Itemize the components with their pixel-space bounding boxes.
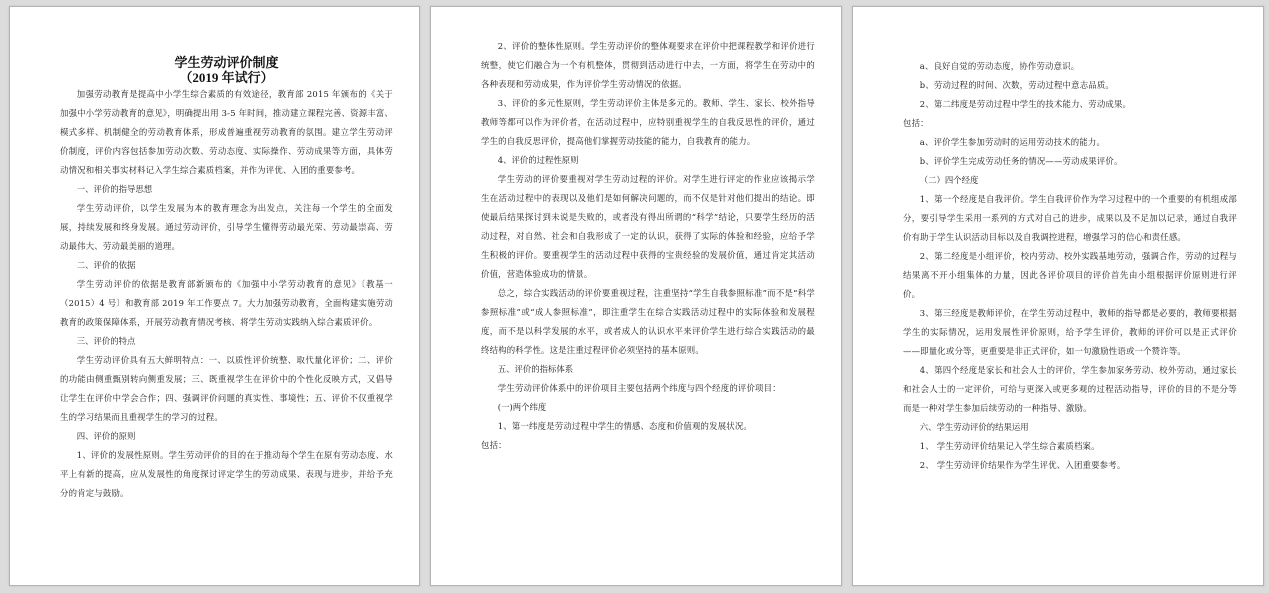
section-heading: 四、评价的原则 — [76, 431, 136, 441]
paragraph: 3、评价的多元性原则，学生劳动评价主体是多元的。教师、学生、家长、校外指导教师等都可以作为评价者，在活动过程中，应特别重视学生的自我反思性的评价，通过学生的自我反思评价，提高他们掌握劳动技能的能力，自我教育的能力。 — [481, 98, 815, 146]
section-heading: 二、评价的依据 — [76, 260, 136, 270]
paragraph: 总之，综合实践活动的评价要重视过程，注重坚持“学生自我参照标准”而不是“科学参照标准”或“成人参照标准”，即注重学生在综合实践活动过程中的实际体验和发展程度，而不是以科学发展的水平，或者成人的认识水平来评价学生进行综合实践活动的最终结构的科学性。这是注重过程评价必须坚持的基本原则。 — [481, 288, 815, 355]
paragraph: 1、第一个经度是自我评价。学生自我评价作为学习过程中的一个重要的有机组成部分，要引导学生采用一系列的方式对自己的进步，成果以及不足加以记录，通过自我评价有助于学生认识活动目标以及自我调控进程，增强学习的信心和责任感。 — [903, 194, 1237, 242]
paragraph: 2、第二纬度是劳动过程中学生的技术能力、劳动成果。 — [919, 99, 1132, 109]
section-heading: 一、评价的指导思想 — [76, 184, 153, 194]
document-page-3[interactable] — [852, 6, 1264, 586]
document-subtitle: （2019 年试行） — [179, 70, 274, 85]
paragraph: 2、评价的整体性原则。学生劳动评价的整体观要求在评价中把课程教学和评价进行统整，使它们融合为一个有机整体，贯彻到活动进行中去，一方面，将学生在劳动中的各种表现和劳动成果，作为评价学生劳动情况的依据。 — [481, 41, 815, 89]
section-heading: （二）四个经度 — [919, 175, 979, 185]
section-heading: 六、学生劳动评价的结果运用 — [919, 422, 1029, 432]
section-heading: 五、评价的指标体系 — [497, 364, 574, 374]
paragraph: 学生劳动评价，以学生发展为本的教育理念为出发点，关注每一个学生的全面发展，持续发展和终身发展。通过劳动评价，引导学生懂得劳动最光荣、劳动最崇高、劳动最伟大、劳动最美丽的道理。 — [60, 203, 393, 251]
paragraph: 学生劳动评价的依据是教育部新颁布的《加强中小学劳动教育的意见》〔教基一（2015）4 号〕和教育部 2019 年工作要点 7。大力加强劳动教育，全面构建实施劳动教育的政策保障体系，开展劳动教育情况考核、将学生劳动实践纳入综合素质评价。 — [60, 279, 393, 327]
list-item: 1、 学生劳动评价结果记入学生综合素质档案。 — [919, 441, 1100, 451]
paragraph: 包括： — [903, 118, 929, 128]
paragraph: 学生劳动的评价要重视对学生劳动过程的评价。对学生进行评定的作业应该揭示学生在活动过程中的表现以及他们是如何解决问题的，而不仅是针对他们提出的结论。即使最后结果探讨到未说是失败的，或者没有得出所谓的“科学”结论，只要学生经历的活动过程，对自然、社会和自我形成了一定的认识，获得了实际的体验和经验，应给予学生积极的评价。要重视学生的活动过程中获得的宝贵经验的发展价值，通过肯定其活动价值，营造体验成功的情景。 — [481, 174, 815, 279]
list-item: a、良好自觉的劳动态度，协作劳动意识。 — [919, 61, 1080, 71]
paragraph: 学生劳动评价具有五大鲜明特点：一、以质性评价统整、取代量化评价；二、评价的功能由侧重甄别转向侧重发展；三、既重视学生在评价中的个性化反映方式，又倡导让学生在评价中学会合作；四、强调评价问题的真实性、事境性；五、评价不仅重视学生的学习结果而且重视学生的学习的过程。 — [60, 355, 393, 422]
document-title: 学生劳动评价制度 — [174, 55, 279, 70]
paragraph: 2、第二经度是小组评价，校内劳动、校外实践基地劳动，强调合作，劳动的过程与结果离不开小组集体的力量，因此各评价项目的评价首先由小组根据评价原则进行评价。 — [903, 251, 1237, 299]
paragraph: 3、第三经度是教师评价，在学生劳动过程中，教师的指导都是必要的，教师要根据学生的实际情况，运用发展性评价原则，给予学生评价，教师的评价可以是正式评价——即量化或分等，更重要是非正式评价，如一句激励性语或一个赞许等。 — [903, 308, 1237, 356]
list-item: a、评价学生参加劳动时的运用劳动技术的能力。 — [919, 137, 1106, 147]
paragraph: 学生劳动评价体系中的评价项目主要包括两个纬度与四个经度的评价项目： — [497, 383, 781, 393]
paragraph: 加强劳动教育是提高中小学生综合素质的有效途径，教育部 2015 年颁布的《关于加强中小学劳动教育的意见》，明确提出用 3-5 年时间，推动建立课程完善、资源丰富、模式多样、机制健全的劳动教育体系，形成普遍重视劳动教育的氛围。建立学生劳动评价制度，评价内容包括参加劳动次数、劳动态度、实际操作、劳动成果等方面，具体劳动情况和相关事实材料记入学生综合素质档案，并作为评优、入团的重要参考。 — [60, 89, 393, 175]
paragraph: 1、评价的发展性原则。学生劳动评价的目的在于推动每个学生在原有劳动态度、水平上有新的提高，应从发展性的角度探讨评定学生的劳动成果、表现与进步，并给予充分的肯定与鼓励。 — [60, 450, 393, 498]
list-item: b、评价学生完成劳动任务的情况——劳动成果评价。 — [919, 156, 1123, 166]
paragraph: 包括： — [481, 440, 507, 450]
section-heading: 4、评价的过程性原则 — [497, 155, 579, 165]
section-heading: (一)两个纬度 — [497, 402, 547, 412]
section-heading: 三、评价的特点 — [76, 336, 136, 346]
paragraph: 4、第四个经度是家长和社会人士的评价，学生参加家务劳动、校外劳动，通过家长和社会人士的一定评价，可给与更深入或更多观的过程活动指导，评价的目的不是分等而是一种对学生参加后续劳动的一种指导、激励。 — [903, 365, 1237, 413]
paragraph: 1、第一纬度是劳动过程中学生的情感、态度和价值观的发展状况。 — [497, 421, 752, 431]
document-page-1[interactable] — [9, 6, 420, 586]
list-item: 2、 学生劳动评价结果作为学生评优、入团重要参考。 — [919, 460, 1126, 470]
document-page-2[interactable] — [430, 6, 842, 586]
list-item: b、劳动过程的时间、次数，劳动过程中意志品质。 — [919, 80, 1115, 90]
